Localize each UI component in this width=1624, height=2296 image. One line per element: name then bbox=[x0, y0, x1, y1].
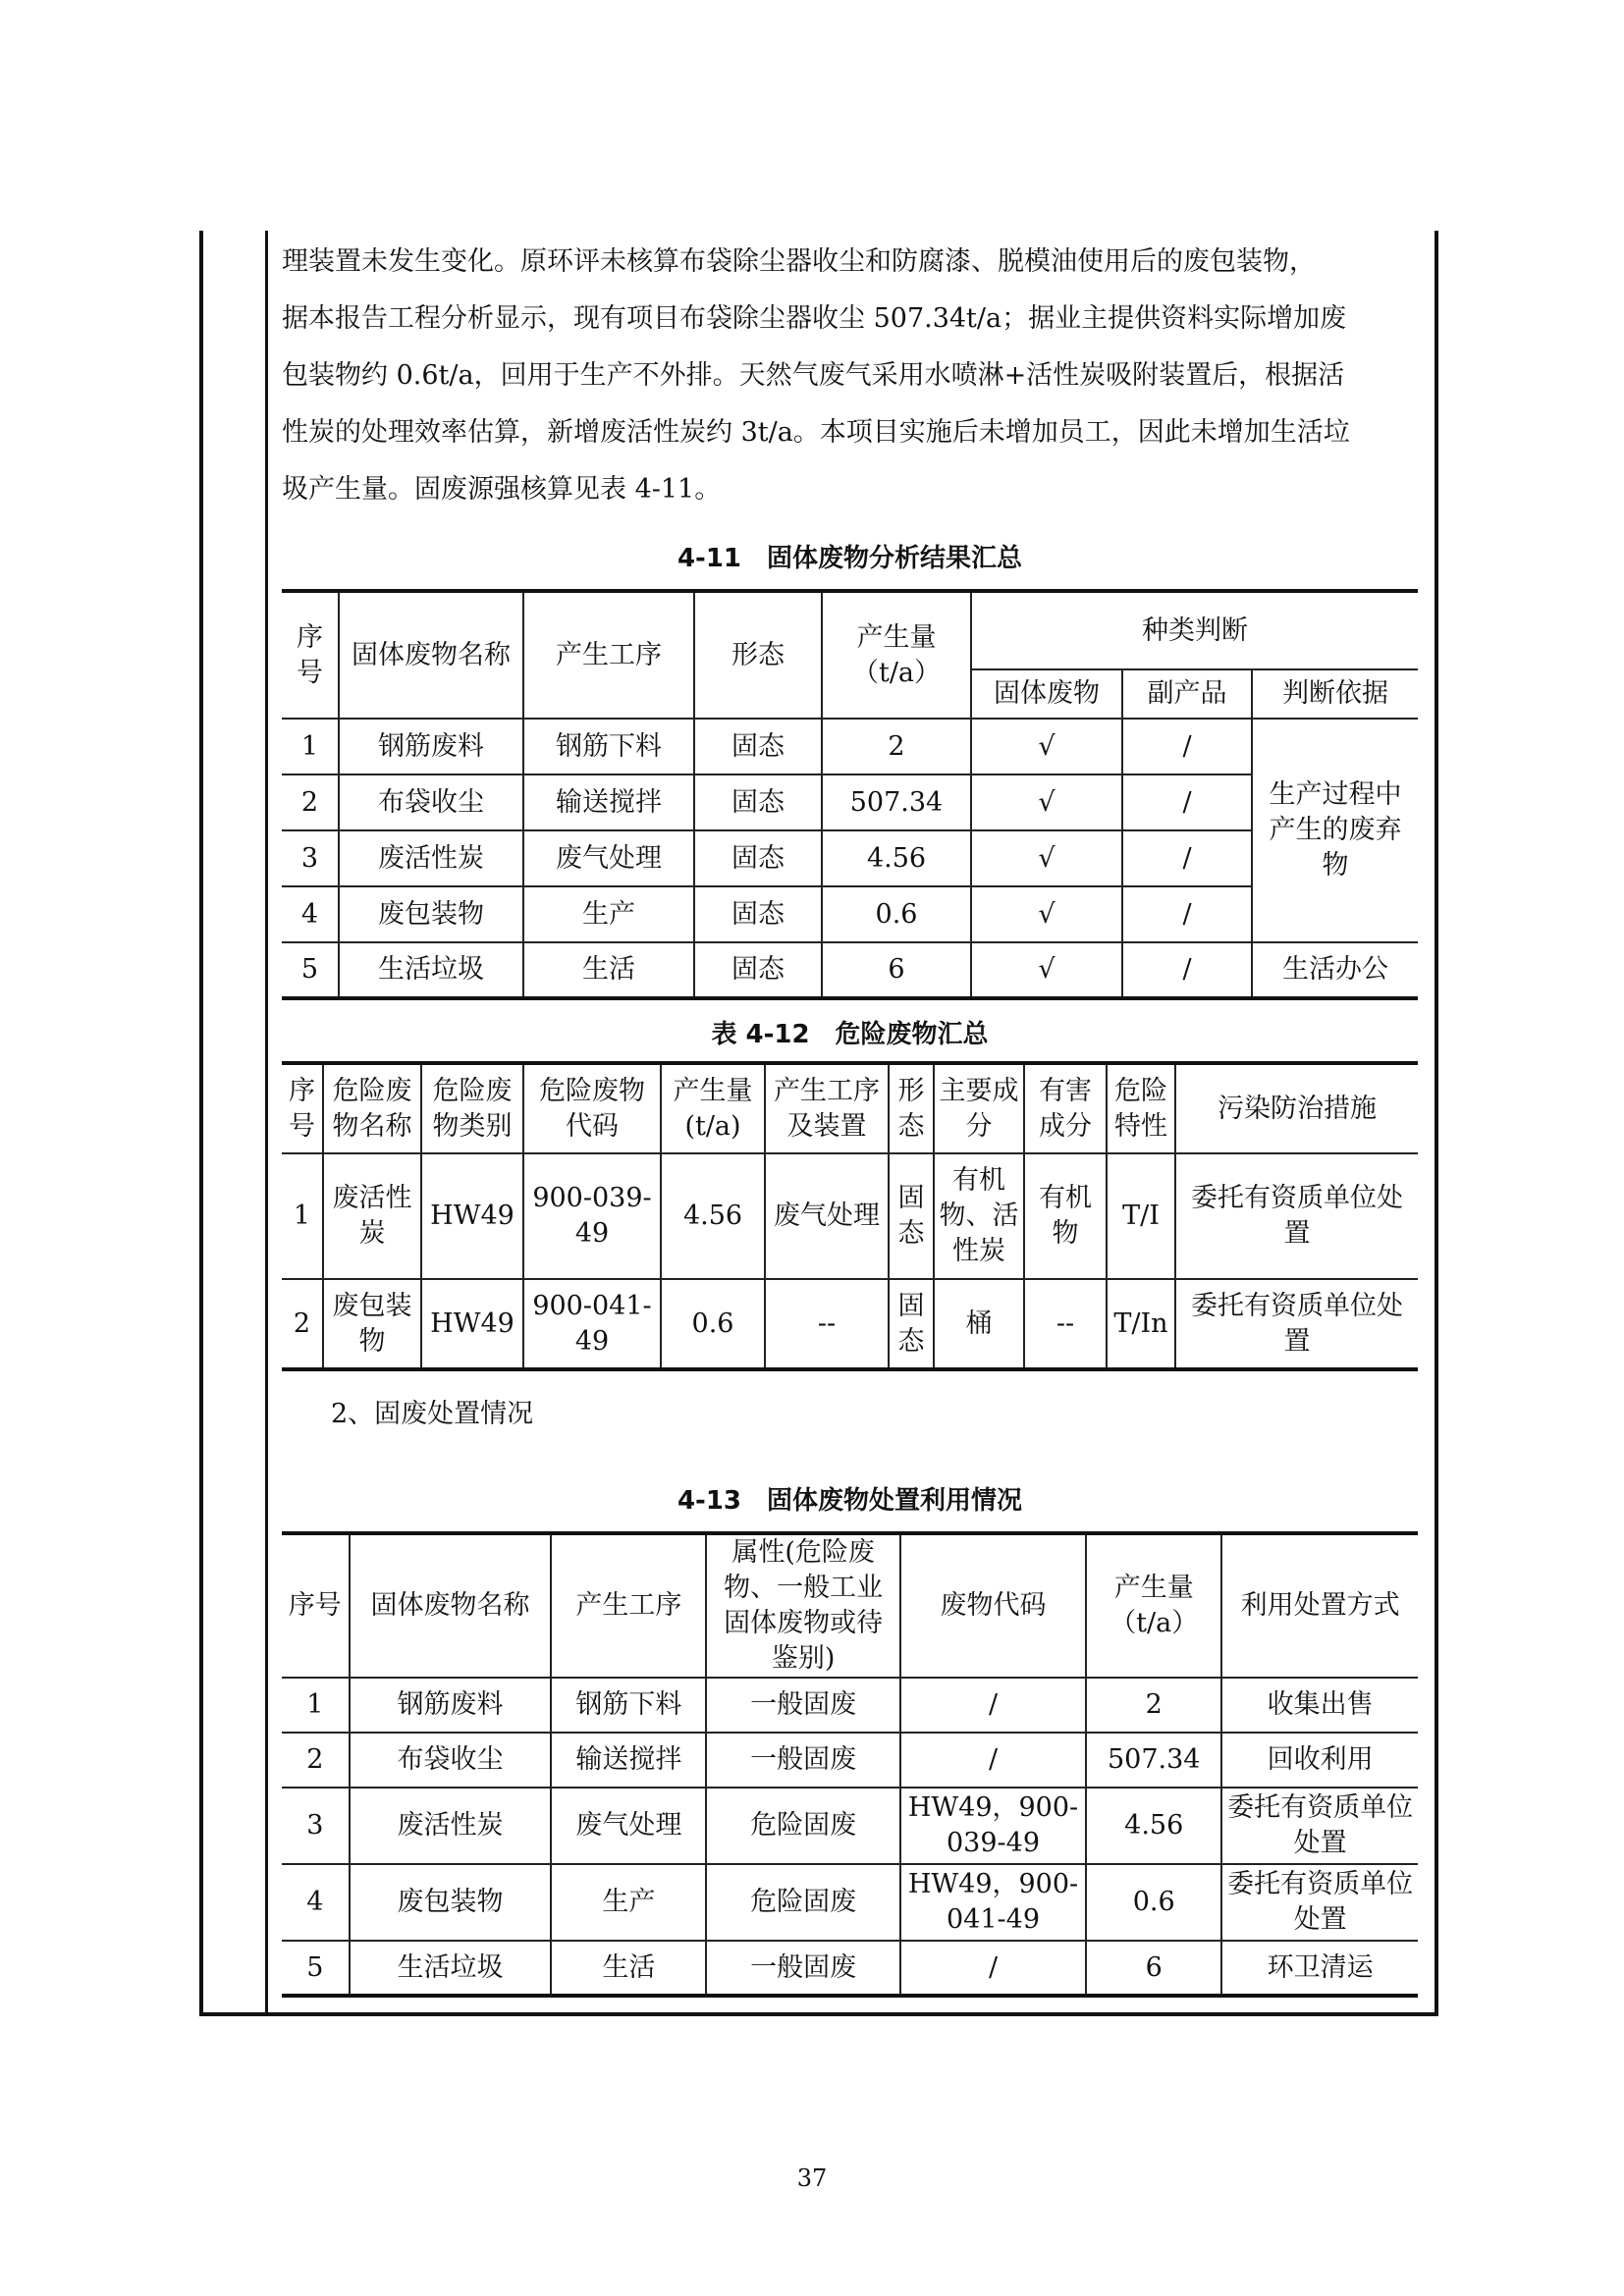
cell-harmful: -- bbox=[1024, 1279, 1107, 1369]
cell-code: HW49，900-041-49 bbox=[900, 1864, 1086, 1941]
cell-code: / bbox=[900, 1678, 1086, 1733]
cell-name: 废活性炭 bbox=[350, 1788, 552, 1864]
table-row bbox=[282, 1279, 1418, 1369]
cell-process: 输送搅拌 bbox=[523, 774, 694, 830]
header-category: 种类判断 bbox=[971, 591, 1418, 669]
cell-solid: √ bbox=[971, 830, 1122, 886]
cell-harmful: 有机物 bbox=[1024, 1153, 1107, 1279]
cell-property: T/I bbox=[1107, 1153, 1175, 1279]
header-main: 主要成分 bbox=[934, 1063, 1024, 1153]
cell-measure: 委托有资质单位处置 bbox=[1175, 1153, 1418, 1279]
cell-method: 回收利用 bbox=[1221, 1733, 1418, 1788]
intro-line: 圾产生量。固废源强核算见表 4-11。 bbox=[282, 474, 722, 505]
header-method: 利用处置方式 bbox=[1221, 1533, 1418, 1678]
cell-seq: 4 bbox=[282, 886, 339, 942]
table-row bbox=[282, 1941, 1418, 1996]
cell-process: 废气处理 bbox=[551, 1788, 706, 1864]
header-seq: 序号 bbox=[282, 591, 339, 719]
cell-process: 废气处理 bbox=[765, 1153, 889, 1279]
section-subheading: 2、固废处置情况 bbox=[331, 1399, 534, 1429]
table-row bbox=[282, 1733, 1418, 1788]
cell-process: 生活 bbox=[523, 942, 694, 998]
cell-attr: 危险固废 bbox=[706, 1864, 900, 1941]
cell-form: 固态 bbox=[694, 942, 822, 998]
cell-by: / bbox=[1122, 719, 1252, 774]
table-row bbox=[282, 830, 1418, 886]
cell-solid: √ bbox=[971, 719, 1122, 774]
cell-seq: 2 bbox=[282, 774, 339, 830]
cell-attr: 一般固废 bbox=[706, 1941, 900, 1996]
header-seq: 序号 bbox=[282, 1533, 350, 1678]
header-seq: 序号 bbox=[282, 1063, 323, 1153]
table-row bbox=[282, 1788, 1418, 1864]
cell-name: 钢筋废料 bbox=[350, 1678, 552, 1733]
cell-process: 钢筋下料 bbox=[551, 1678, 706, 1733]
table-row bbox=[282, 942, 1418, 998]
cell-seq: 2 bbox=[282, 1733, 350, 1788]
cell-amount: 2 bbox=[1086, 1678, 1221, 1733]
header-name: 固体废物名称 bbox=[350, 1533, 552, 1678]
header-measure: 污染防治措施 bbox=[1175, 1063, 1418, 1153]
cell-code: HW49，900-039-49 bbox=[900, 1788, 1086, 1864]
cell-amount: 4.56 bbox=[822, 830, 971, 886]
header-type: 危险废物类别 bbox=[421, 1063, 523, 1153]
cell-main: 有机物、活性炭 bbox=[934, 1153, 1024, 1279]
header-form: 形态 bbox=[889, 1063, 934, 1153]
header-basis: 判断依据 bbox=[1252, 669, 1418, 719]
cell-seq: 5 bbox=[282, 1941, 350, 1996]
table-4-13 bbox=[282, 1531, 1418, 1998]
header-attr: 属性(危险废物、一般工业固体废物或待鉴别) bbox=[706, 1533, 900, 1678]
intro-paragraph bbox=[282, 234, 1418, 518]
cell-seq: 3 bbox=[282, 1788, 350, 1864]
cell-measure: 委托有资质单位处置 bbox=[1175, 1279, 1418, 1369]
table-row bbox=[282, 719, 1418, 774]
table-4-12 bbox=[282, 1061, 1418, 1371]
cell-amount: 507.34 bbox=[822, 774, 971, 830]
header-process: 产生工序及装置 bbox=[765, 1063, 889, 1153]
cell-amount: 4.56 bbox=[1086, 1788, 1221, 1864]
header-property: 危险特性 bbox=[1107, 1063, 1175, 1153]
intro-line: 理装置未发生变化。原环评未核算布袋除尘器收尘和防腐漆、脱模油使用后的废包装物， bbox=[282, 246, 1316, 277]
cell-name: 废包装物 bbox=[339, 886, 523, 942]
cell-form: 固态 bbox=[694, 774, 822, 830]
cell-type: HW49 bbox=[421, 1279, 523, 1369]
cell-process: 生活 bbox=[551, 1941, 706, 1996]
cell-amount: 2 bbox=[822, 719, 971, 774]
cell-type: HW49 bbox=[421, 1153, 523, 1279]
header-code: 废物代码 bbox=[900, 1533, 1086, 1678]
cell-method: 环卫清运 bbox=[1221, 1941, 1418, 1996]
cell-process: 输送搅拌 bbox=[551, 1733, 706, 1788]
cell-seq: 5 bbox=[282, 942, 339, 998]
cell-name: 废活性炭 bbox=[323, 1153, 421, 1279]
cell-amount: 0.6 bbox=[822, 886, 971, 942]
cell-form: 固态 bbox=[694, 830, 822, 886]
cell-name: 废包装物 bbox=[350, 1864, 552, 1941]
header-amount: 产生量(t/a) bbox=[661, 1063, 765, 1153]
cell-process: 生产 bbox=[551, 1864, 706, 1941]
cell-name: 废包装物 bbox=[323, 1279, 421, 1369]
cell-solid: √ bbox=[971, 774, 1122, 830]
header-amount: 产生量（t/a） bbox=[822, 591, 971, 719]
page-number: 37 bbox=[796, 2164, 828, 2192]
cell-seq: 1 bbox=[282, 1153, 323, 1279]
table-4-12-caption: 表 4-12 危险废物汇总 bbox=[711, 1020, 989, 1049]
cell-code: / bbox=[900, 1733, 1086, 1788]
table-row bbox=[282, 1864, 1418, 1941]
cell-amount: 6 bbox=[822, 942, 971, 998]
cell-method: 委托有资质单位处置 bbox=[1221, 1788, 1418, 1864]
cell-by: / bbox=[1122, 886, 1252, 942]
header-name: 危险废物名称 bbox=[323, 1063, 421, 1153]
cell-seq: 4 bbox=[282, 1864, 350, 1941]
table-row bbox=[282, 774, 1418, 830]
table-4-13-caption: 4-13 固体废物处置利用情况 bbox=[677, 1486, 1023, 1516]
cell-amount: 4.56 bbox=[661, 1153, 765, 1279]
frame-divider bbox=[265, 231, 268, 2012]
cell-form: 固态 bbox=[889, 1279, 934, 1369]
cell-name: 生活垃圾 bbox=[339, 942, 523, 998]
intro-line: 据本报告工程分析显示，现有项目布袋除尘器收尘 507.34t/a；据业主提供资料实际增加废 bbox=[282, 303, 1347, 334]
table-4-11-caption: 4-11 固体废物分析结果汇总 bbox=[677, 544, 1023, 573]
cell-process: 废气处理 bbox=[523, 830, 694, 886]
cell-by: / bbox=[1122, 774, 1252, 830]
table-4-11 bbox=[282, 589, 1418, 1000]
cell-by: / bbox=[1122, 830, 1252, 886]
cell-name: 生活垃圾 bbox=[350, 1941, 552, 1996]
cell-solid: √ bbox=[971, 886, 1122, 942]
cell-form: 固态 bbox=[889, 1153, 934, 1279]
cell-amount: 0.6 bbox=[661, 1279, 765, 1369]
cell-by: / bbox=[1122, 942, 1252, 998]
cell-form: 固态 bbox=[694, 886, 822, 942]
cell-name: 布袋收尘 bbox=[339, 774, 523, 830]
cell-method: 委托有资质单位处置 bbox=[1221, 1864, 1418, 1941]
intro-line: 包装物约 0.6t/a，回用于生产不外排。天然气废气采用水喷淋+活性炭吸附装置后，根据活 bbox=[282, 360, 1345, 391]
cell-name: 布袋收尘 bbox=[350, 1733, 552, 1788]
cell-main: 桶 bbox=[934, 1279, 1024, 1369]
header-harmful: 有害成分 bbox=[1024, 1063, 1107, 1153]
cell-attr: 一般固废 bbox=[706, 1733, 900, 1788]
header-amount: 产生量（t/a） bbox=[1086, 1533, 1221, 1678]
cell-amount: 6 bbox=[1086, 1941, 1221, 1996]
table-row bbox=[282, 1153, 1418, 1279]
cell-process: 钢筋下料 bbox=[523, 719, 694, 774]
cell-amount: 507.34 bbox=[1086, 1733, 1221, 1788]
cell-name: 钢筋废料 bbox=[339, 719, 523, 774]
cell-process: 生产 bbox=[523, 886, 694, 942]
cell-basis: 生活办公 bbox=[1252, 942, 1418, 998]
cell-process: -- bbox=[765, 1279, 889, 1369]
cell-seq: 1 bbox=[282, 719, 339, 774]
cell-seq: 2 bbox=[282, 1279, 323, 1369]
cell-solid: √ bbox=[971, 942, 1122, 998]
cell-property: T/In bbox=[1107, 1279, 1175, 1369]
cell-form: 固态 bbox=[694, 719, 822, 774]
header-name: 固体废物名称 bbox=[339, 591, 523, 719]
header-process: 产生工序 bbox=[551, 1533, 706, 1678]
header-solid-waste: 固体废物 bbox=[971, 669, 1122, 719]
header-process: 产生工序 bbox=[523, 591, 694, 719]
cell-attr: 一般固废 bbox=[706, 1678, 900, 1733]
cell-code: 900-039-49 bbox=[523, 1153, 661, 1279]
table-row bbox=[282, 1678, 1418, 1733]
cell-name: 废活性炭 bbox=[339, 830, 523, 886]
cell-attr: 危险固废 bbox=[706, 1788, 900, 1864]
cell-seq: 1 bbox=[282, 1678, 350, 1733]
table-row bbox=[282, 886, 1418, 942]
cell-code: / bbox=[900, 1941, 1086, 1996]
header-form: 形态 bbox=[694, 591, 822, 719]
header-code: 危险废物代码 bbox=[523, 1063, 661, 1153]
intro-line: 性炭的处理效率估算，新增废活性炭约 3t/a。本项目实施后未增加员工，因此未增加生活垃 bbox=[282, 417, 1350, 448]
header-by-product: 副产品 bbox=[1122, 669, 1252, 719]
cell-code: 900-041-49 bbox=[523, 1279, 661, 1369]
cell-amount: 0.6 bbox=[1086, 1864, 1221, 1941]
cell-basis-group: 生产过程中产生的废弃物 bbox=[1252, 719, 1418, 942]
cell-method: 收集出售 bbox=[1221, 1678, 1418, 1733]
cell-seq: 3 bbox=[282, 830, 339, 886]
